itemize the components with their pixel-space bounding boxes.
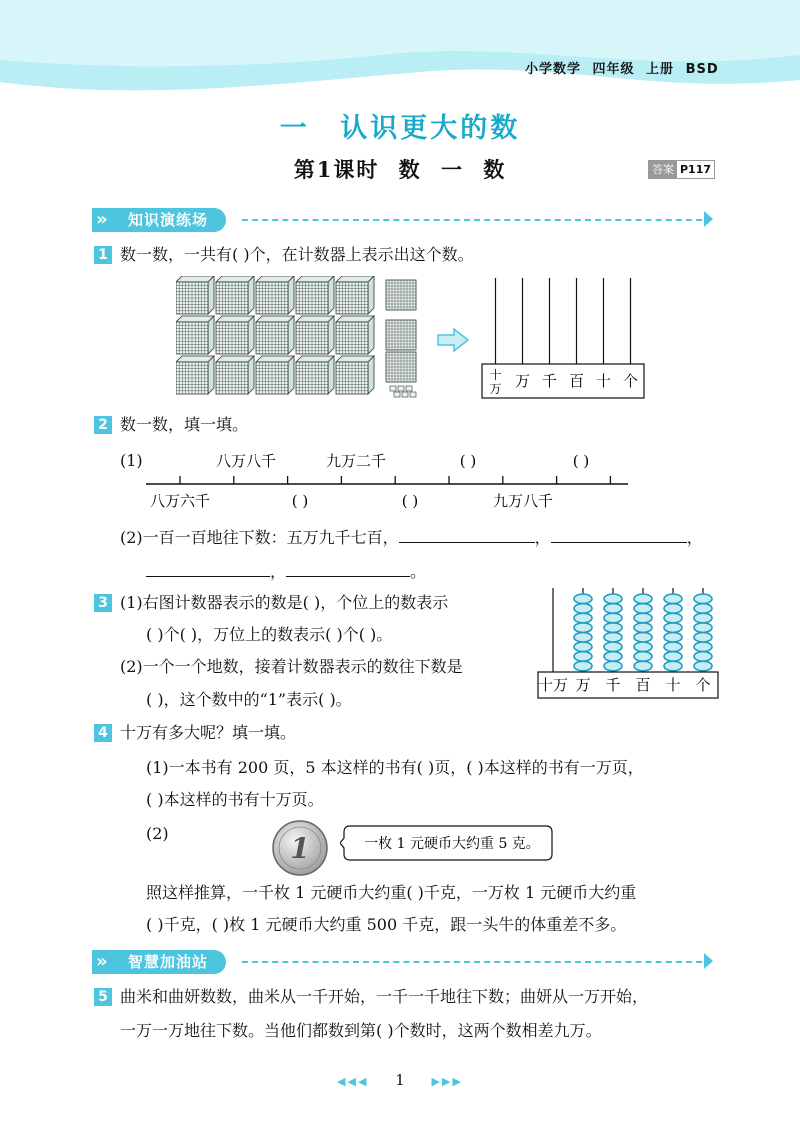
counter-bead — [574, 613, 592, 623]
question-number: 4 — [94, 724, 112, 742]
counter-bead — [694, 632, 712, 642]
thousand-cube — [256, 316, 294, 354]
answer-blank[interactable] — [286, 560, 410, 577]
counter-bead — [694, 652, 712, 662]
counter-place-label: 十 — [489, 368, 502, 382]
counter-bead — [574, 632, 592, 642]
counter-bead — [604, 652, 622, 662]
counter-place-label: 十万 — [537, 676, 569, 694]
counter-bead — [664, 642, 682, 652]
counter-place-label: 万 — [575, 676, 591, 694]
thousand-cube — [216, 276, 254, 314]
q2-part1-label: (1) — [120, 451, 143, 470]
thousand-cube — [336, 316, 374, 354]
next-arrows-icon[interactable]: ▶▶▶ — [431, 1075, 463, 1088]
counter-bead — [574, 652, 592, 662]
double-arrow-icon: » — [96, 951, 108, 972]
section-label: 智慧加油站 — [92, 950, 226, 974]
q2-part2-line2: ， 。 — [146, 560, 426, 583]
question-number: 5 — [94, 988, 112, 1006]
right-arrow-icon — [436, 328, 470, 352]
unit-title: 一 认识更大的数 — [279, 113, 521, 144]
counter-bead — [574, 604, 592, 614]
question-5 — [98, 986, 649, 1008]
counter-place-label: 千 — [541, 372, 558, 390]
counter-bead — [634, 632, 652, 642]
thousand-cube — [296, 276, 334, 314]
counter-bead — [694, 604, 712, 614]
counter-bead — [664, 613, 682, 623]
question-number: 1 — [94, 246, 112, 264]
counter-bead — [574, 623, 592, 633]
counter-bead — [634, 661, 652, 671]
double-arrow-icon: » — [96, 209, 108, 230]
question-text: 十万有多大呢？填一填。 — [120, 723, 297, 742]
number-line — [140, 446, 640, 516]
counter-bead — [634, 642, 652, 652]
question-1 — [98, 244, 474, 266]
counter-bead — [604, 623, 622, 633]
lesson-title: 第1课时 数 一 数 — [293, 157, 507, 182]
unit-cubes — [390, 386, 416, 397]
counter-bead — [634, 604, 652, 614]
q4-line2: ( )本这样的书有十万页。 — [146, 790, 324, 809]
bottom-label: 八万六千 — [149, 492, 211, 510]
counter-place-label: 个 — [695, 676, 711, 694]
answer-reference[interactable] — [648, 160, 715, 179]
q4-line1: (1)一本书有 200 页，5 本这样的书有( )页，( )本这样的书有一万页， — [146, 758, 644, 777]
counter-place-label: 个 — [622, 372, 639, 390]
hundred-flat — [386, 320, 416, 350]
thousand-cube — [256, 276, 294, 314]
counter-bead — [604, 661, 622, 671]
q4-line3: 照这样推算，一千枚 1 元硬币大约重( )千克，一万枚 1 元硬币大约重 — [146, 883, 637, 902]
question-text: 曲米和曲妍数数，曲米从一千开始，一千一千地往下数；曲妍从一万开始， — [120, 987, 649, 1006]
dashed-line — [242, 219, 702, 221]
section-banner-wisdom — [92, 950, 718, 974]
counter-bead — [634, 613, 652, 623]
q3-line2: ( )个( )，万位上的数表示( )个( )。 — [146, 625, 393, 644]
hundred-flat — [386, 280, 416, 310]
counter-bead — [574, 642, 592, 652]
counter-place-label: 百 — [635, 676, 651, 694]
svg-text:一枚 1 元硬币大约重 5 克。: 一枚 1 元硬币大约重 5 克。 — [364, 836, 540, 852]
header-wave — [0, 0, 800, 100]
answer-label: 答案 — [649, 161, 677, 178]
counter-bead — [604, 594, 622, 604]
counter-place-label: 万 — [514, 372, 531, 390]
prev-arrows-icon[interactable]: ◀◀◀ — [337, 1075, 369, 1088]
counter-bead — [574, 594, 592, 604]
answer-blank[interactable] — [399, 526, 535, 543]
page-number: 1 — [395, 1071, 405, 1089]
question-text: (1)右图计数器表示的数是( )，个位上的数表示 — [120, 593, 449, 612]
q5-line2: 一万一万地往下数。当他们都数到第( )个数时，这两个数相差九万。 — [120, 1021, 602, 1040]
counter-bead — [604, 613, 622, 623]
counter-bead — [604, 632, 622, 642]
dashed-line — [242, 961, 702, 963]
question-2 — [98, 414, 249, 436]
counter-q3 — [536, 586, 722, 702]
answer-page: P117 — [680, 163, 712, 176]
counter-place-label: 十 — [665, 676, 681, 694]
counter-bead — [664, 623, 682, 633]
q3-line3: (2)一个一个地数，接着计数器表示的数往下数是 — [120, 657, 463, 676]
counter-place-label: 十 — [595, 372, 612, 390]
q2-part2: (2)一百一百地往下数：五万九千七百， ， ， — [120, 528, 703, 547]
thousand-cube — [296, 356, 334, 394]
page-footer — [0, 1071, 800, 1089]
counter-bead — [574, 661, 592, 671]
thousand-cube — [296, 316, 334, 354]
counter-bead — [664, 604, 682, 614]
counter-bead — [664, 652, 682, 662]
question-text: 数一数，填一填。 — [120, 415, 249, 434]
course-label: 小学数学 四年级 上册 BSD — [525, 62, 719, 77]
top-label: ( ) — [572, 452, 590, 470]
base-ten-blocks — [176, 276, 422, 402]
q2-part2-text: (2)一百一百地往下数：五万九千七百， — [120, 528, 399, 547]
thousand-cube — [216, 316, 254, 354]
counter-bead — [634, 623, 652, 633]
question-number: 2 — [94, 416, 112, 434]
thousand-cube — [216, 356, 254, 394]
counter-q1 — [478, 276, 648, 402]
section-banner-practice — [92, 208, 718, 232]
speech-bubble — [340, 824, 554, 862]
question-3 — [98, 592, 449, 614]
counter-bead — [694, 613, 712, 623]
arrow-end-icon — [704, 211, 713, 227]
counter-base — [482, 364, 644, 398]
hundred-flat — [386, 352, 416, 382]
section-label: 知识演练场 — [92, 208, 226, 232]
counter-bead — [604, 604, 622, 614]
top-label: ( ) — [459, 452, 477, 470]
bottom-label: ( ) — [401, 492, 419, 510]
question-text: 数一数，一共有( )个，在计数器上表示出这个数。 — [120, 245, 474, 264]
q4-part2-label: (2) — [146, 824, 169, 843]
answer-blank[interactable] — [551, 526, 687, 543]
thousand-cube — [176, 276, 214, 314]
counter-bead — [664, 661, 682, 671]
counter-bead — [604, 642, 622, 652]
question-number: 3 — [94, 594, 112, 612]
thousand-cube — [256, 356, 294, 394]
counter-bead — [634, 652, 652, 662]
coin-icon — [270, 818, 330, 878]
svg-text:1: 1 — [290, 832, 310, 865]
thousand-cube — [176, 356, 214, 394]
thousand-cube — [176, 316, 214, 354]
counter-bead — [694, 642, 712, 652]
q4-line4: ( )千克，( )枚 1 元硬币大约重 500 千克，跟一头牛的体重差不多。 — [146, 915, 627, 934]
counter-place-label: 百 — [568, 372, 585, 390]
thousand-cube — [336, 356, 374, 394]
answer-blank[interactable] — [146, 560, 270, 577]
question-4 — [98, 722, 297, 744]
counter-bead — [664, 632, 682, 642]
thousand-cube — [336, 276, 374, 314]
bottom-label: ( ) — [291, 492, 309, 510]
bottom-label: 九万八千 — [492, 492, 554, 510]
counter-place-label: 千 — [605, 676, 621, 694]
top-label: 九万二千 — [325, 452, 387, 470]
counter-bead — [694, 623, 712, 633]
counter-place-label: 万 — [489, 382, 502, 396]
counter-bead — [694, 594, 712, 604]
counter-bead — [664, 594, 682, 604]
arrow-end-icon — [704, 953, 713, 969]
top-label: 八万八千 — [215, 452, 277, 470]
counter-bead — [694, 661, 712, 671]
counter-bead — [634, 594, 652, 604]
q3-line4: ( )，这个数中的“1”表示( )。 — [146, 690, 352, 709]
